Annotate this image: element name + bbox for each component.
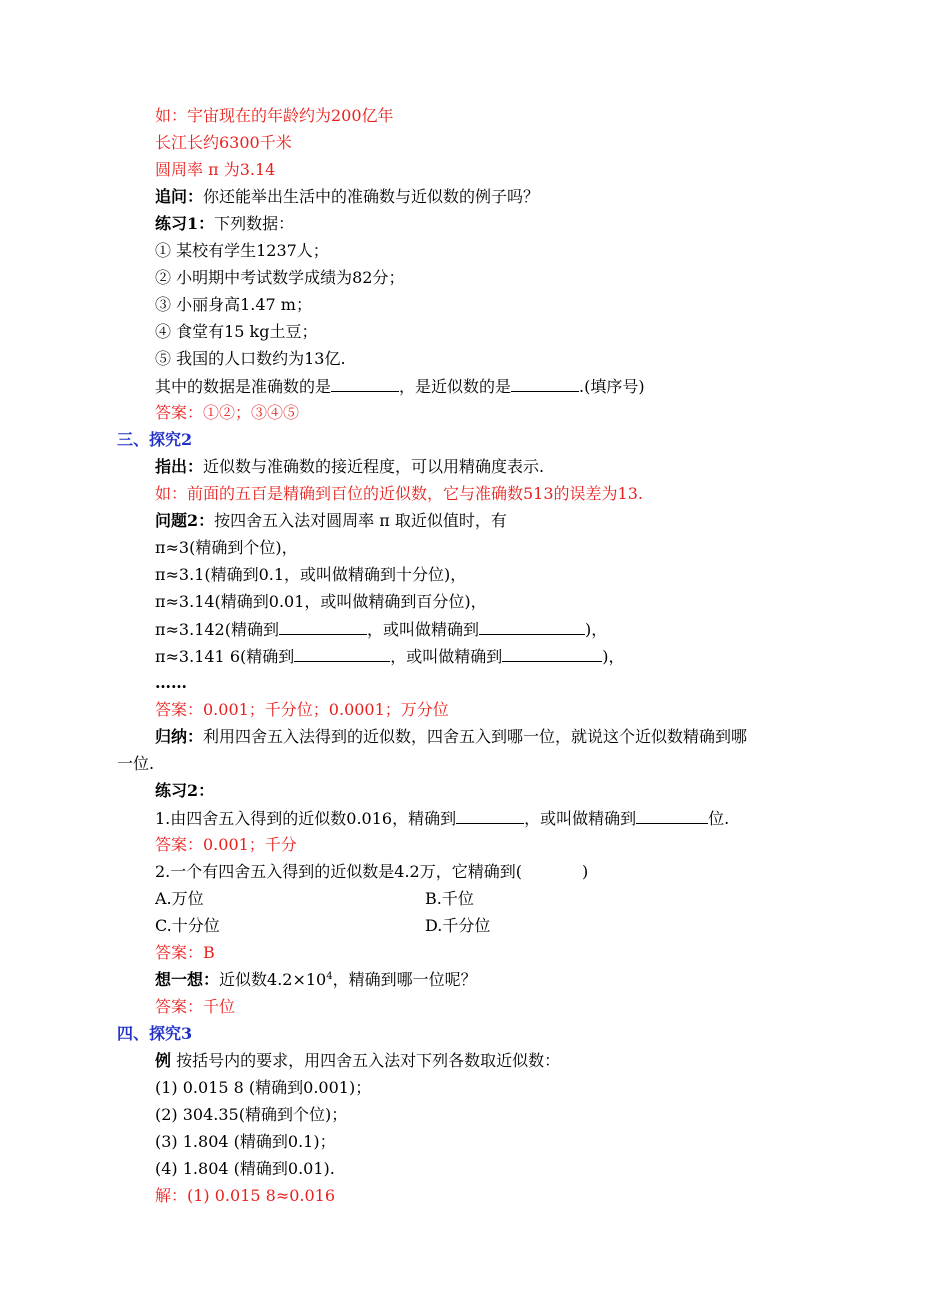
summary-text: 利用四舍五入法得到的近似数，四舍五入到哪一位，就说这个近似数精确到哪 bbox=[203, 727, 748, 746]
question-text: ，是近似数的是 bbox=[399, 377, 512, 396]
practice1-item-1: ① 某校有学生1237人； bbox=[155, 241, 329, 260]
think-text: ，精确到哪一位呢？ bbox=[332, 970, 477, 989]
think-answer: 答案：千位 bbox=[155, 997, 236, 1016]
practice1-text: 下列数据： bbox=[214, 214, 295, 233]
question-text: ，或叫做精确到 bbox=[524, 809, 637, 828]
option-a: A.万位 bbox=[155, 889, 204, 908]
example-prompt bbox=[155, 1051, 560, 1071]
example-label: 例 bbox=[155, 1051, 172, 1070]
practice1-label: 练习1： bbox=[155, 214, 215, 233]
answer-blank bbox=[456, 808, 524, 824]
example-text: 按括号内的要求，用四舍五入法对下列各数取近似数： bbox=[171, 1051, 561, 1070]
point-example: 如：前面的五百是精确到百位的近似数，它与准确数513的误差为13. bbox=[155, 484, 643, 503]
summary-line-1 bbox=[155, 727, 747, 747]
answer-blank bbox=[331, 376, 399, 392]
ellipsis: …… bbox=[155, 673, 187, 692]
question-text: ，或叫做精确到 bbox=[366, 620, 479, 639]
summary-line-2: 一位. bbox=[117, 754, 155, 773]
followup-text: 你还能举出生活中的准确数与近似数的例子吗？ bbox=[203, 187, 540, 206]
answer-blank bbox=[294, 646, 390, 662]
option-b: B.千位 bbox=[425, 889, 474, 908]
practice2-label: 练习2： bbox=[155, 781, 215, 800]
pi-approx-4 bbox=[155, 619, 607, 640]
question2-answer: 答案：0.001；千分位；0.0001；万分位 bbox=[155, 700, 449, 719]
think-text: 近似数4.2×10 bbox=[219, 970, 327, 989]
question-text: π≈3.141 6(精确到 bbox=[155, 647, 295, 666]
pi-approx-2: π≈3.1(精确到0.1，或叫做精确到十分位)， bbox=[155, 565, 467, 584]
practice1-question bbox=[155, 376, 645, 397]
section-4-heading: 四、探究3 bbox=[117, 1024, 193, 1043]
practice1-item-5: ⑤ 我国的人口数约为13亿. bbox=[155, 349, 346, 368]
followup-label: 追问： bbox=[155, 187, 204, 206]
question2-label: 问题2： bbox=[155, 511, 215, 530]
question-text: 1.由四舍五入得到的近似数0.016，精确到 bbox=[155, 809, 457, 828]
think-question bbox=[155, 970, 477, 990]
question-text: π≈3.142(精确到 bbox=[155, 620, 279, 639]
practice1-heading bbox=[155, 214, 294, 234]
practice2-q2 bbox=[155, 862, 588, 882]
question-text: )， bbox=[585, 620, 608, 639]
answer-blank bbox=[502, 646, 602, 662]
practice1-item-2: ② 小明期中考试数学成绩为82分； bbox=[155, 268, 405, 287]
think-label: 想一想： bbox=[155, 970, 220, 989]
answer-blank bbox=[479, 619, 585, 635]
pi-approx-5 bbox=[155, 646, 625, 667]
point-label: 指出： bbox=[155, 457, 204, 476]
practice2-q1 bbox=[155, 808, 729, 829]
question2 bbox=[155, 511, 507, 531]
example-pi: 圆周率 π 为3.14 bbox=[155, 160, 276, 179]
example-universe-age: 如：宇宙现在的年龄约为200亿年 bbox=[155, 106, 394, 125]
followup-question bbox=[155, 187, 539, 207]
summary-label: 归纳： bbox=[155, 727, 204, 746]
answer-blank bbox=[636, 808, 708, 824]
exponent: 4 bbox=[326, 971, 333, 982]
question-text: 位. bbox=[708, 809, 730, 828]
pi-approx-3: π≈3.14(精确到0.01，或叫做精确到百分位)， bbox=[155, 592, 487, 611]
question-text: ，或叫做精确到 bbox=[390, 647, 503, 666]
example-item-2: (2) 304.35(精确到个位)； bbox=[155, 1105, 348, 1124]
solution-line: 解：(1) 0.015 8≈0.016 bbox=[155, 1186, 336, 1205]
example-item-1: (1) 0.015 8 (精确到0.001)； bbox=[155, 1078, 372, 1097]
point-out bbox=[155, 457, 544, 477]
answer-blank bbox=[279, 619, 367, 635]
option-c: C.十分位 bbox=[155, 916, 220, 935]
example-item-3: (3) 1.804 (精确到0.1)； bbox=[155, 1132, 336, 1151]
question2-text: 按四舍五入法对圆周率 π 取近似值时，有 bbox=[214, 511, 507, 530]
practice2-answer2: 答案：B bbox=[155, 943, 215, 962]
practice1-answer: 答案：①②；③④⑤ bbox=[155, 403, 300, 422]
pi-approx-1: π≈3(精确到个位)， bbox=[155, 538, 298, 557]
section-3-heading: 三、探究2 bbox=[117, 430, 193, 449]
practice1-item-4: ④ 食堂有15 kg土豆； bbox=[155, 322, 318, 341]
practice2-answer1: 答案：0.001；千分 bbox=[155, 835, 297, 854]
question-text: 2.一个有四舍五入得到的近似数是4.2万，它精确到( bbox=[155, 862, 522, 881]
question-text: .(填序号) bbox=[579, 377, 645, 396]
question-text: )， bbox=[602, 647, 625, 666]
example-item-4: (4) 1.804 (精确到0.01). bbox=[155, 1159, 335, 1178]
example-yangtze-length: 长江长约6300千米 bbox=[155, 133, 292, 152]
option-d: D.千分位 bbox=[425, 916, 491, 935]
practice1-item-3: ③ 小丽身高1.47 m； bbox=[155, 295, 312, 314]
question-text: ) bbox=[581, 862, 589, 881]
question-text: 其中的数据是准确数的是 bbox=[155, 377, 332, 396]
point-text: 近似数与准确数的接近程度，可以用精确度表示. bbox=[203, 457, 545, 476]
answer-blank bbox=[511, 376, 579, 392]
